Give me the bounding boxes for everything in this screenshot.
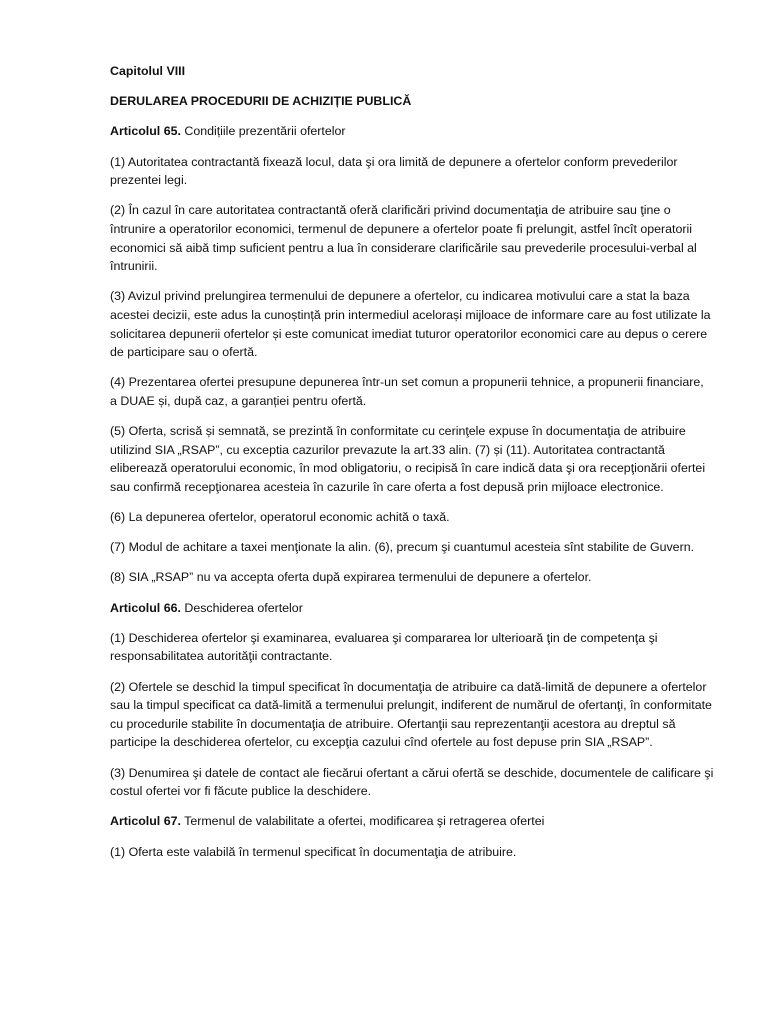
article-heading <box>110 599 714 618</box>
paragraph: (1) Autoritatea contractantă fixează locul, data şi ora limită de depunere a ofertelor conform prevederilor prezentei legi. <box>110 154 678 188</box>
article-title: Termenul de valabilitate a ofertei, modificarea şi retragerea ofertei <box>180 814 545 829</box>
paragraph: (2) În cazul în care autoritatea contractantă oferă clarificări privind documentaţia de atribuire sau ţine o întrunire a operatorilor economici, termenul de depunere a ofertelor poate fi prelungit, astfel încît operatorii economici să aibă timp suficient pentru a lua în considerare clarificările sau prevederile procesului-verbal al întrunirii. <box>110 203 697 274</box>
article-66 <box>110 599 714 801</box>
article-number: Articolul 65. <box>110 124 181 139</box>
paragraph: (6) La depunerea ofertelor, operatorul economic achită o taxă. <box>110 510 450 525</box>
paragraph: (3) Denumirea şi datele de contact ale fiecărui ofertant a cărui ofertă se deschide, documentele de calificare şi costul ofertei vor fi făcute publice la deschidere. <box>110 765 714 799</box>
paragraph: (3) Avizul privind prelungirea termenului de depunere a ofertelor, cu indicarea motivului care a stat la baza acestei decizii, este adus la cunoștință prin intermediul acelorași mijloace de informare care au fost utilizate la solicitarea depunerii ofertelor și este comunicat imediat tuturor operatorilor economici care au depus o cerere de participare sau o ofertă. <box>110 289 711 360</box>
article-title: Deschiderea ofertelor <box>180 600 303 615</box>
article-heading <box>110 812 714 831</box>
article-number: Articolul 67. <box>110 814 181 829</box>
paragraph: (1) Oferta este valabilă în termenul specificat în documentaţia de atribuire. <box>110 844 517 859</box>
paragraph: (1) Deschiderea ofertelor şi examinarea, evaluarea şi compararea lor ulterioară ţin de competenţa şi responsabilitatea autorităţii contractante. <box>110 630 658 664</box>
article-heading <box>110 122 714 141</box>
paragraph: (5) Oferta, scrisă și semnată, se prezintă în conformitate cu cerinţele expuse în documentaţia de atribuire utilizind SIA „RSAP”, cu exceptia cazurilor prevazute la art.33 alin. (7) și (11). Autoritatea contractantă eliberează operatorului economic, în mod obligatoriu, o recipisă în care indică data şi ora recepţionării ofertei sau confirmă recepţionarea acesteia în cazurile în care oferta a fost depusă prin mijloace electronice. <box>110 424 706 494</box>
article-title: Condițiile prezentării ofertelor <box>180 124 346 139</box>
article-65 <box>110 122 714 587</box>
chapter-heading: Capitolul VIII <box>110 64 186 78</box>
paragraph: (2) Ofertele se deschid la timpul specificat în documentaţia de atribuire ca dată-limită de depunere a ofertelor sau la timpul specificat ca dată-limită a termenului prelungit, indiferent de numărul de ofertanţi, în conformitate cu procedurile stabilite în documentaţia de atribuire. Ofertanţii sau reprezentanţii acestora au dreptul să participe la deschiderea ofertelor, cu excepţia cazului cînd ofertele au fost depuse prin SIA „RSAP”. <box>110 679 712 750</box>
document-page <box>110 62 714 873</box>
paragraph: (7) Modul de achitare a taxei menţionate la alin. (6), precum şi cuantumul acesteia sînt stabilite de Guvern. <box>110 540 695 555</box>
section-title: DERULAREA PROCEDURII DE ACHIZIȚIE PUBLICĂ <box>110 94 412 109</box>
article-67 <box>110 812 714 861</box>
article-number: Articolul 66. <box>110 600 181 615</box>
paragraph: (4) Prezentarea ofertei presupune depunerea într-un set comun a propunerii tehnice, a propunerii financiare, a DUAE și, după caz, a garanției pentru ofertă. <box>110 375 704 408</box>
paragraph: (8) SIA „RSAP” nu va accepta oferta după expirarea termenului de depunere a ofertelor. <box>110 570 592 585</box>
